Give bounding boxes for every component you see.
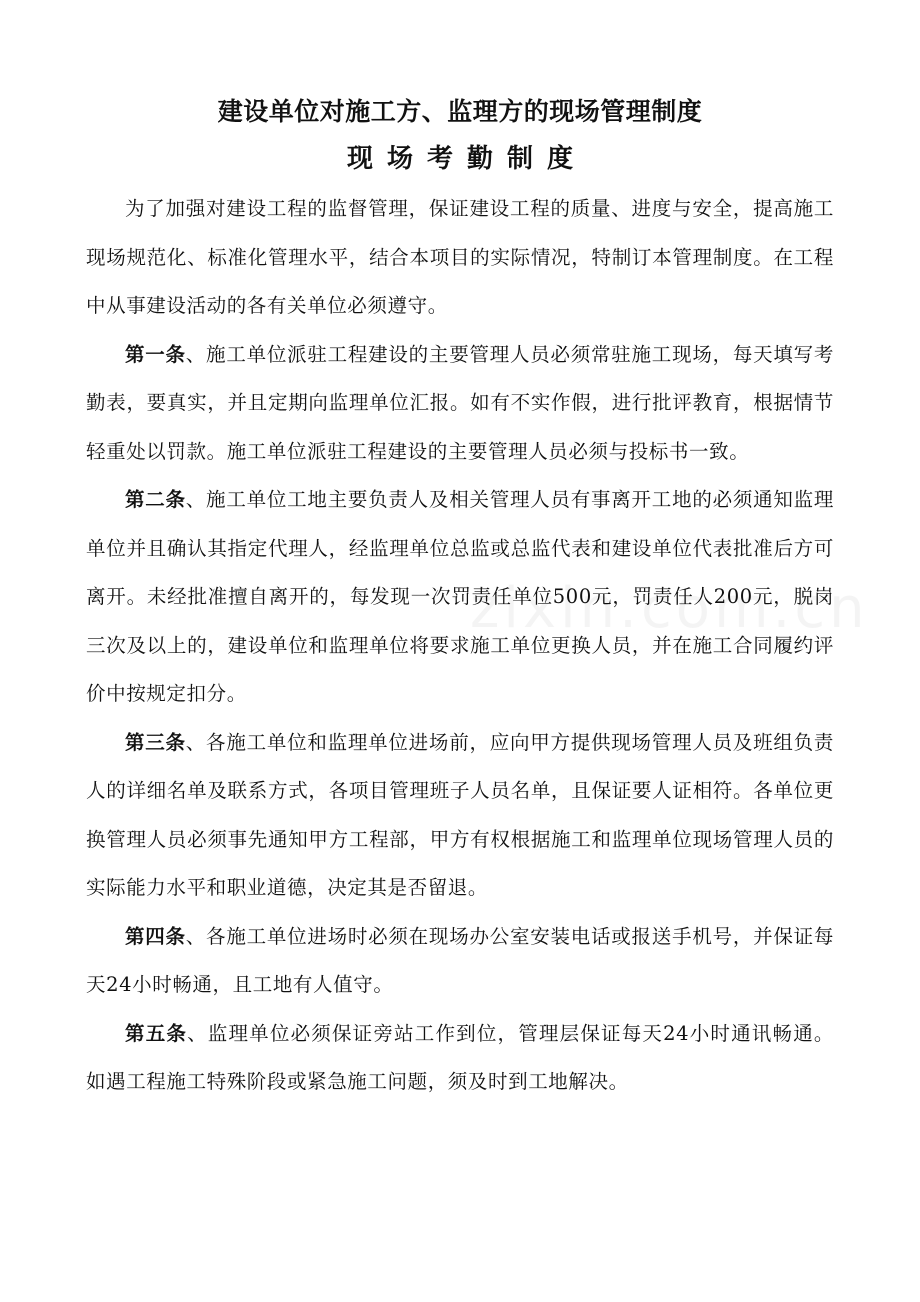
article-3-text: 、各施工单位和监理单位进场前，应向甲方提供现场管理人员及班组负责人的详细名单及联系方式，各项目管理班子人员名单，且保证要人证相符。各单位更换管理人员必须事先通知甲方工程部，甲方有权根据施工和监理单位现场管理人员的实际能力水平和职业道德，决定其是否留退。 bbox=[86, 730, 834, 899]
article-3-label: 第三条 bbox=[125, 730, 186, 754]
article-5-label: 第五条 bbox=[125, 1021, 188, 1045]
article-5 bbox=[86, 1010, 834, 1107]
document-title: 建设单位对施工方、监理方的现场管理制度 bbox=[217, 97, 703, 126]
article-1-text: 、施工单位派驻工程建设的主要管理人员必须常驻施工现场，每天填写考勤表，要真实，并且定期向监理单位汇报。如有不实作假，进行批评教育，根据情节轻重处以罚款。施工单位派驻工程建设的主要管理人员必须与投标书一致。 bbox=[86, 342, 834, 463]
article-4-text: 、各施工单位进场时必须在现场办公室安装电话或报送手机号，并保证每天24小时畅通，且工地有人值守。 bbox=[86, 924, 834, 996]
document-subtitle: 现场考勤制度 bbox=[346, 144, 587, 174]
article-2-text: 、施工单位工地主要负责人及相关管理人员有事离开工地的必须通知监理单位并且确认其指定代理人，经监理单位总监或总监代表和建设单位代表批准后方可离开。未经批准擅自离开的，每发现一次罚责任单位500元，罚责任人200元，脱岗三次及以上的，建设单位和监理单位将要求施工单位更换人员，并在施工合同履约评价中按规定扣分。 bbox=[86, 488, 834, 705]
article-1 bbox=[86, 331, 834, 477]
article-4-label: 第四条 bbox=[125, 924, 186, 948]
article-4 bbox=[86, 913, 834, 1010]
article-2-label: 第二条 bbox=[125, 488, 186, 511]
article-1-label: 第一条 bbox=[125, 342, 186, 366]
article-3 bbox=[86, 719, 834, 913]
article-5-text: 、监理单位必须保证旁站工作到位，管理层保证每天24小时通讯畅通。如遇工程施工特殊阶段或紧急施工问题，须及时到工地解决。 bbox=[86, 1021, 834, 1093]
article-2 bbox=[86, 476, 834, 719]
intro-paragraph: 为了加强对建设工程的监督管理，保证建设工程的质量、进度与安全，提高施工现场规范化、标准化管理水平，结合本项目的实际情况，特制订本管理制度。在工程中从事建设活动的各有关单位必须遵守。 bbox=[86, 197, 834, 317]
